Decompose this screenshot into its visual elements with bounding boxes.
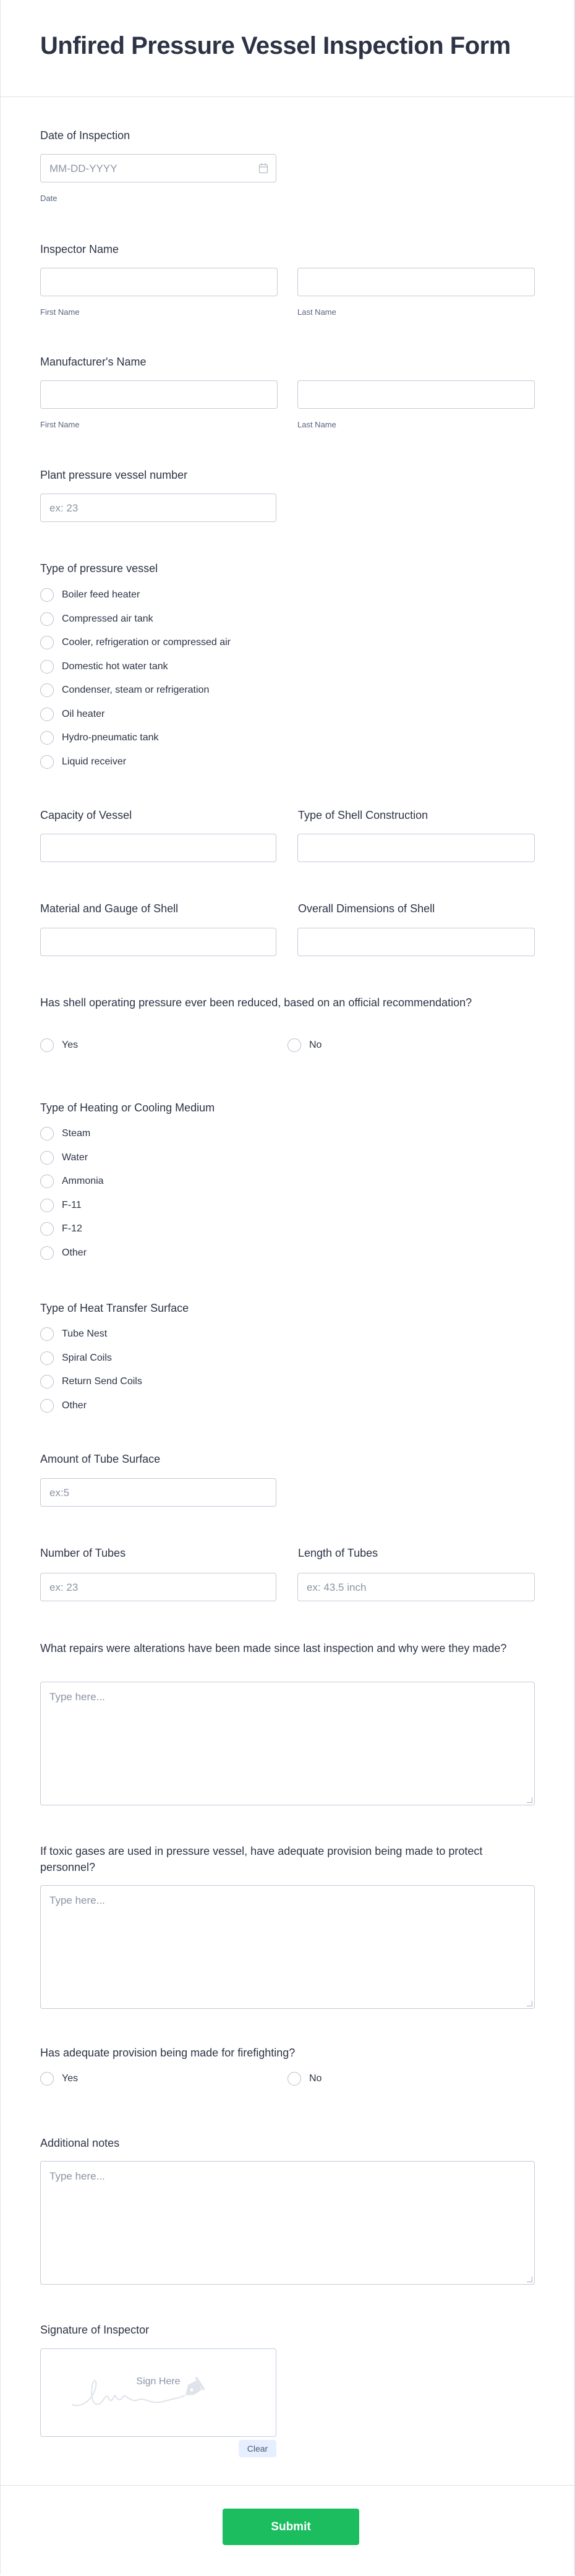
footer-divider [0,2485,574,2486]
notes-label: Additional notes [40,2137,120,2149]
tube-length-placeholder: ex: 43.5 inch [307,1581,367,1593]
manufacturer-first-name-input[interactable] [40,380,278,409]
tube-surface-label: Amount of Tube Surface [40,1453,161,1465]
radio-label: Liquid receiver [62,756,127,767]
vessel-type-option[interactable] [40,611,153,627]
radio-circle[interactable] [40,636,54,649]
num-tubes-placeholder: ex: 23 [49,1581,79,1593]
radio-circle[interactable] [288,1038,301,1052]
plant-number-label: Plant pressure vessel number [40,469,188,481]
heat-transfer-option[interactable] [40,1350,112,1366]
form-title: Unfired Pressure Vessel Inspection Form [40,32,511,59]
repairs-placeholder: Type here... [49,1691,105,1703]
radio-label: No [309,1040,322,1050]
clear-signature-button[interactable]: Clear [239,2440,276,2457]
repairs-textarea[interactable] [40,1682,535,1805]
inspector-last-name-input[interactable] [297,268,535,296]
radio-circle[interactable] [40,1222,54,1236]
radio-circle[interactable] [40,1375,54,1389]
shell-construction-label: Type of Shell Construction [298,809,428,821]
radio-label: Spiral Coils [62,1352,112,1363]
heat-transfer-option[interactable] [40,1398,87,1414]
radio-label: Ammonia [62,1176,104,1186]
resize-handle-icon[interactable] [527,1797,532,1803]
notes-textarea[interactable] [40,2161,535,2285]
radio-circle[interactable] [40,1038,54,1052]
material-label: Material and Gauge of Shell [40,902,179,915]
repairs-label: What repairs were alterations have been made since last inspection and why were they made? [40,1642,507,1654]
heating-medium-option[interactable] [40,1221,82,1237]
heating-medium-option[interactable] [40,1245,87,1261]
plant-number-input[interactable] [40,494,276,522]
tube-surface-input[interactable] [40,1478,276,1507]
calendar-icon[interactable] [258,163,268,174]
firefighting-yes-radio[interactable] [40,2071,78,2087]
tube-length-input[interactable] [297,1573,535,1601]
shell-pressure-yes-radio[interactable] [40,1037,78,1053]
signature-pad[interactable] [40,2348,276,2437]
shell-pressure-no-radio[interactable] [288,1037,322,1053]
vessel-type-option[interactable] [40,682,209,698]
radio-circle[interactable] [40,612,54,626]
tube-surface-placeholder: ex:5 [49,1487,70,1499]
sign-here-hint: Sign Here [136,2376,181,2387]
radio-label: Yes [62,1040,79,1050]
radio-label: No [309,2073,322,2084]
dimensions-label: Overall Dimensions of Shell [298,902,435,915]
capacity-label: Capacity of Vessel [40,809,132,821]
date-label: Date of Inspection [40,129,130,142]
shell-construction-input[interactable] [297,834,535,862]
radio-circle[interactable] [40,1399,54,1413]
heating-medium-option[interactable] [40,1173,104,1189]
date-placeholder: MM-DD-YYYY [49,163,117,174]
inspector-first-name-sublabel: First Name [40,307,80,317]
radio-label: Water [62,1152,88,1163]
notes-placeholder: Type here... [49,2170,105,2182]
radio-label: Tube Nest [62,1329,108,1339]
vessel-type-option[interactable] [40,635,231,651]
header-divider [0,96,574,97]
radio-circle[interactable] [40,1175,54,1188]
num-tubes-label: Number of Tubes [40,1547,126,1559]
radio-circle[interactable] [40,2072,54,2086]
heat-transfer-option[interactable] [40,1374,142,1390]
heating-medium-label: Type of Heating or Cooling Medium [40,1102,215,1114]
radio-label: Steam [62,1128,91,1139]
radio-circle[interactable] [40,683,54,697]
heat-transfer-option[interactable] [40,1326,107,1342]
vessel-type-label: Type of pressure vessel [40,562,158,575]
radio-label: Yes [62,2073,79,2084]
shell-pressure-label: Has shell operating pressure ever been reduced, based on an official recommendation? [40,996,472,1009]
firefighting-no-radio[interactable] [288,2071,322,2087]
radio-label: Condenser, steam or refrigeration [62,685,210,695]
radio-circle[interactable] [40,1351,54,1365]
firefighting-label: Has adequate provision being made for firefighting? [40,2047,296,2059]
vessel-type-option[interactable] [40,730,159,746]
radio-label: Other [62,1400,87,1411]
heating-medium-option[interactable] [40,1150,88,1166]
radio-label: F-12 [62,1223,82,1234]
radio-label: Oil heater [62,708,105,719]
manufacturer-name-label: Manufacturer's Name [40,356,147,368]
radio-circle[interactable] [40,708,54,721]
radio-label: F-11 [62,1199,82,1210]
radio-circle[interactable] [40,1127,54,1140]
radio-label: Cooler, refrigeration or compressed air [62,637,231,648]
date-input[interactable] [40,154,276,182]
signature-pen-icon [70,2374,213,2411]
radio-label: Domestic hot water tank [62,661,168,672]
material-input[interactable] [40,928,276,956]
vessel-type-option[interactable] [40,706,104,722]
dimensions-input[interactable] [297,928,535,956]
radio-label: Hydro-pneumatic tank [62,732,159,743]
vessel-type-option[interactable] [40,754,126,770]
inspector-last-name-sublabel: Last Name [297,307,336,317]
vessel-type-option[interactable] [40,659,168,675]
radio-label: Return Send Coils [62,1376,142,1387]
radio-circle[interactable] [40,1327,54,1341]
signature-label: Signature of Inspector [40,2324,150,2336]
toxic-placeholder: Type here... [49,1894,105,1906]
vessel-type-option[interactable] [40,587,140,603]
manufacturer-last-name-sublabel: Last Name [297,420,336,429]
radio-label: Other [62,1247,87,1258]
capacity-input[interactable] [40,834,276,862]
heating-medium-option[interactable] [40,1126,90,1142]
inspector-name-label: Inspector Name [40,243,119,255]
inspector-first-name-input[interactable] [40,268,278,296]
radio-circle[interactable] [40,755,54,769]
toxic-label: If toxic gases are used in pressure vessel, have adequate provision being made to protect personnel? [40,1845,483,1873]
tube-length-label: Length of Tubes [298,1547,378,1559]
submit-button[interactable]: Submit [223,2509,359,2545]
radio-label: Compressed air tank [62,613,153,624]
radio-circle[interactable] [40,1199,54,1212]
radio-circle[interactable] [40,660,54,674]
plant-number-placeholder: ex: 23 [49,502,79,514]
radio-circle[interactable] [40,731,54,745]
num-tubes-input[interactable] [40,1573,276,1601]
radio-circle[interactable] [40,1246,54,1260]
date-sublabel: Date [40,194,58,203]
radio-circle[interactable] [40,1151,54,1165]
resize-handle-icon[interactable] [527,2001,532,2006]
manufacturer-last-name-input[interactable] [297,380,535,409]
resize-handle-icon[interactable] [527,2277,532,2282]
radio-label: Boiler feed heater [62,589,140,600]
radio-circle[interactable] [40,588,54,602]
heat-transfer-label: Type of Heat Transfer Surface [40,1302,189,1314]
radio-circle[interactable] [288,2072,301,2086]
toxic-textarea[interactable] [40,1885,535,2009]
manufacturer-first-name-sublabel: First Name [40,420,80,429]
heating-medium-option[interactable] [40,1197,82,1213]
